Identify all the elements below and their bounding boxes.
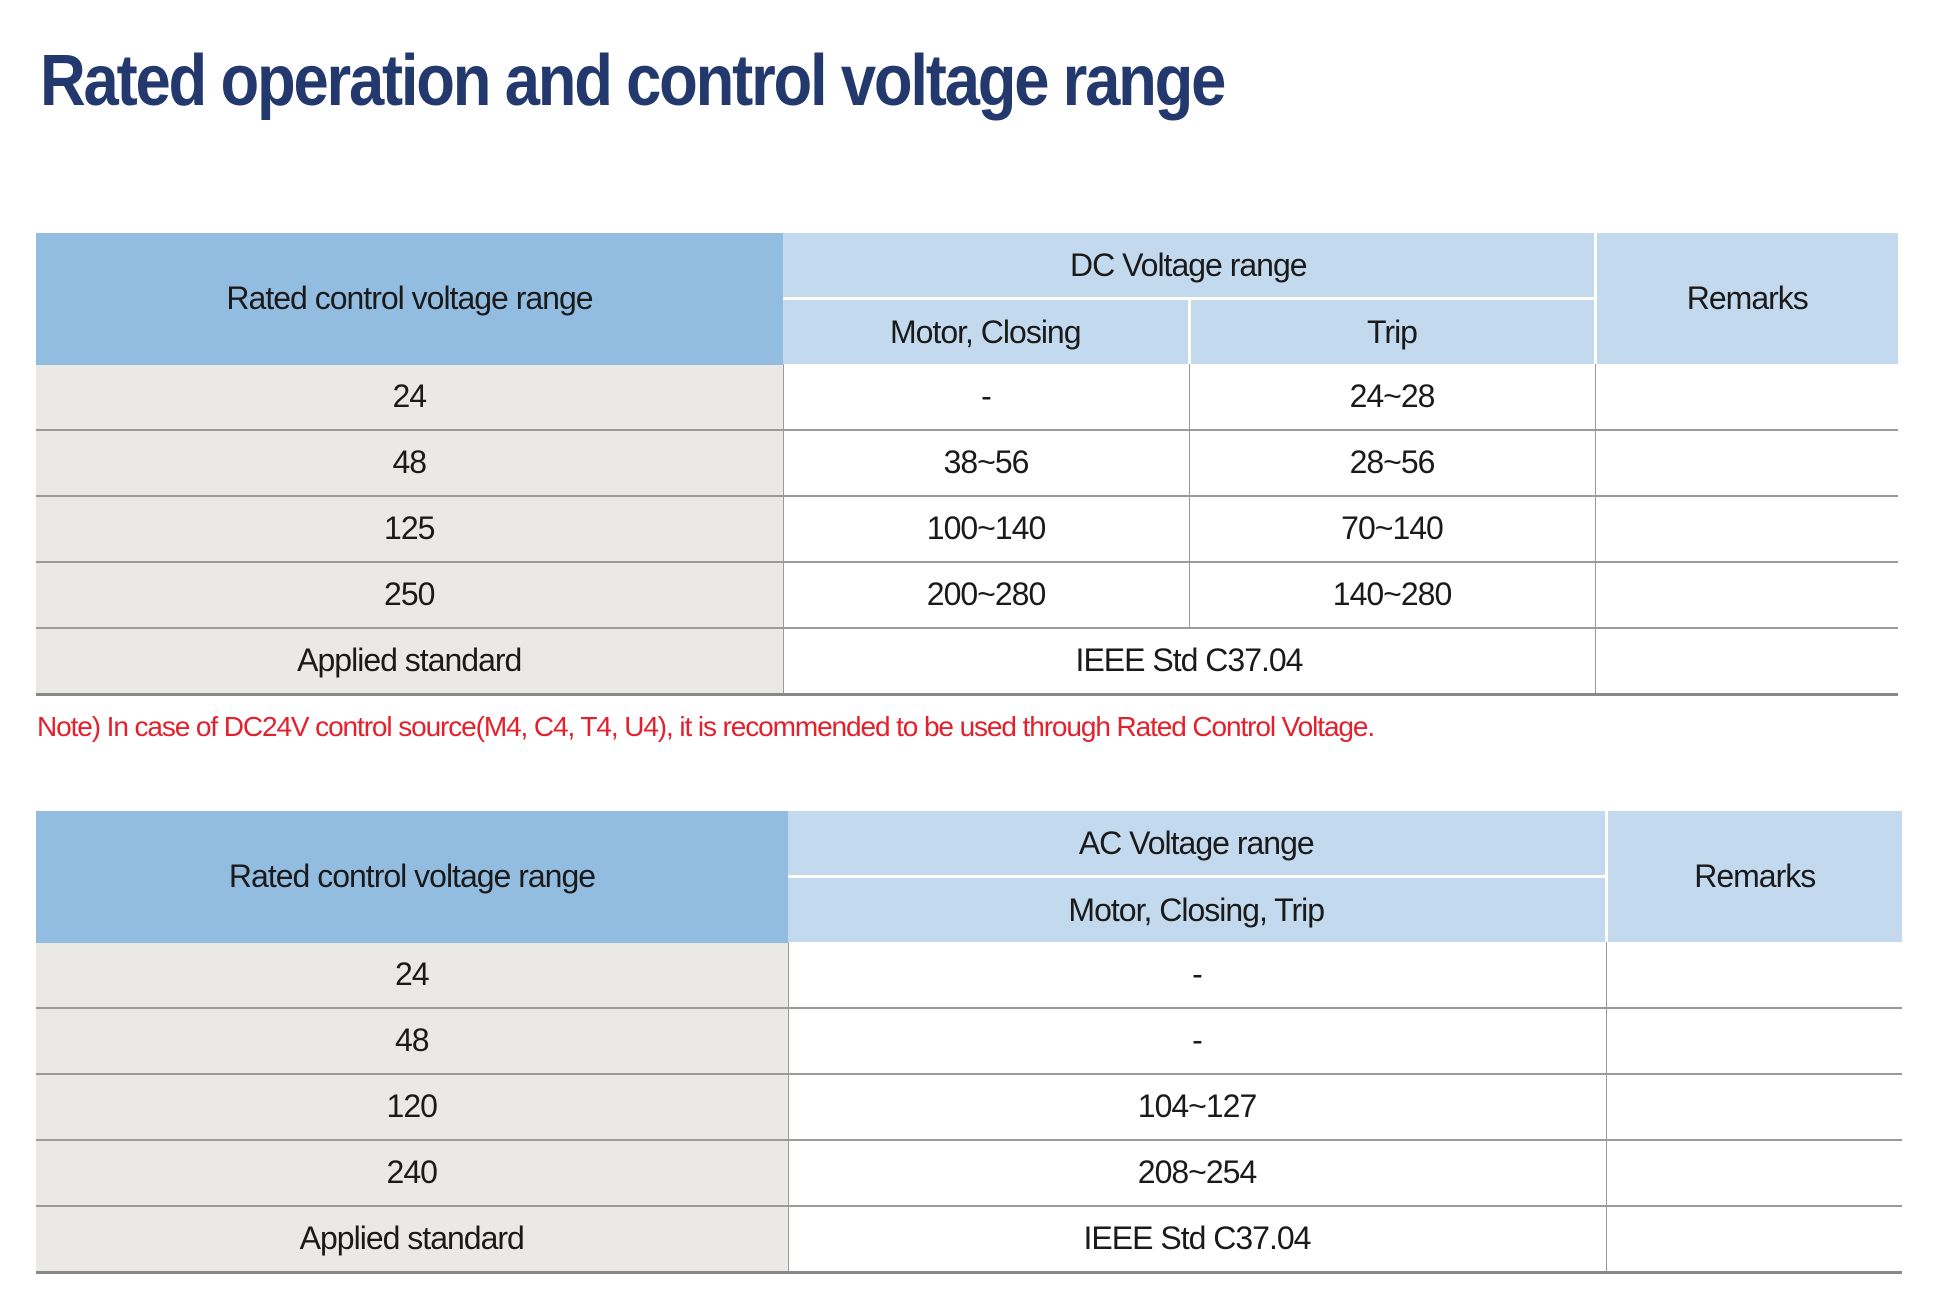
rated-voltage-cell: 48 <box>36 430 783 496</box>
table-row <box>36 942 1902 1008</box>
header-dc-voltage-range: DC Voltage range <box>783 233 1595 299</box>
trip-cell: 70~140 <box>1189 496 1595 562</box>
table-row <box>36 562 1898 628</box>
remarks-cell <box>1606 1206 1902 1273</box>
header-ac-voltage-range: AC Voltage range <box>788 811 1606 877</box>
rated-voltage-cell: 48 <box>36 1008 788 1074</box>
motor-closing-trip-cell: 104~127 <box>788 1074 1606 1140</box>
trip-cell: 140~280 <box>1189 562 1595 628</box>
remarks-cell <box>1606 1008 1902 1074</box>
applied-standard-value: IEEE Std C37.04 <box>788 1206 1606 1273</box>
header-rated-control-voltage: Rated control voltage range <box>36 233 783 364</box>
header-remarks: Remarks <box>1595 233 1898 364</box>
motor-closing-cell: 38~56 <box>783 430 1189 496</box>
ac-voltage-table <box>36 811 1902 1274</box>
header-motor-closing: Motor, Closing <box>783 299 1189 365</box>
trip-cell: 24~28 <box>1189 364 1595 430</box>
applied-standard-label: Applied standard <box>36 628 783 695</box>
applied-standard-value: IEEE Std C37.04 <box>783 628 1595 695</box>
rated-voltage-cell: 125 <box>36 496 783 562</box>
table-row <box>36 1008 1902 1074</box>
table-row <box>36 496 1898 562</box>
trip-cell: 28~56 <box>1189 430 1595 496</box>
motor-closing-trip-cell: 208~254 <box>788 1140 1606 1206</box>
remarks-cell <box>1606 1140 1902 1206</box>
header-trip: Trip <box>1189 299 1595 365</box>
table-row <box>36 364 1898 430</box>
standard-row <box>36 628 1898 695</box>
standard-row <box>36 1206 1902 1273</box>
table-row <box>36 1140 1902 1206</box>
page-title: Rated operation and control voltage range <box>40 41 1225 121</box>
table-row <box>36 1074 1902 1140</box>
remarks-cell <box>1595 430 1898 496</box>
header-rated-control-voltage: Rated control voltage range <box>36 811 788 942</box>
rated-voltage-cell: 250 <box>36 562 783 628</box>
rated-voltage-cell: 240 <box>36 1140 788 1206</box>
motor-closing-cell: - <box>783 364 1189 430</box>
header-remarks: Remarks <box>1606 811 1902 942</box>
applied-standard-label: Applied standard <box>36 1206 788 1273</box>
dc-voltage-table <box>36 233 1898 696</box>
motor-closing-cell: 200~280 <box>783 562 1189 628</box>
remarks-cell <box>1595 496 1898 562</box>
header-motor-closing-trip: Motor, Closing, Trip <box>788 877 1606 943</box>
rated-voltage-cell: 24 <box>36 364 783 430</box>
remarks-cell <box>1595 364 1898 430</box>
remarks-cell <box>1595 628 1898 695</box>
table-row <box>36 430 1898 496</box>
remarks-cell <box>1606 1074 1902 1140</box>
motor-closing-cell: 100~140 <box>783 496 1189 562</box>
remarks-cell <box>1595 562 1898 628</box>
motor-closing-trip-cell: - <box>788 942 1606 1008</box>
motor-closing-trip-cell: - <box>788 1008 1606 1074</box>
remarks-cell <box>1606 942 1902 1008</box>
dc24v-note: Note) In case of DC24V control source(M4, C4, T4, U4), it is recommended to be used through Rated Control Voltage. <box>37 711 1375 742</box>
rated-voltage-cell: 24 <box>36 942 788 1008</box>
rated-voltage-cell: 120 <box>36 1074 788 1140</box>
